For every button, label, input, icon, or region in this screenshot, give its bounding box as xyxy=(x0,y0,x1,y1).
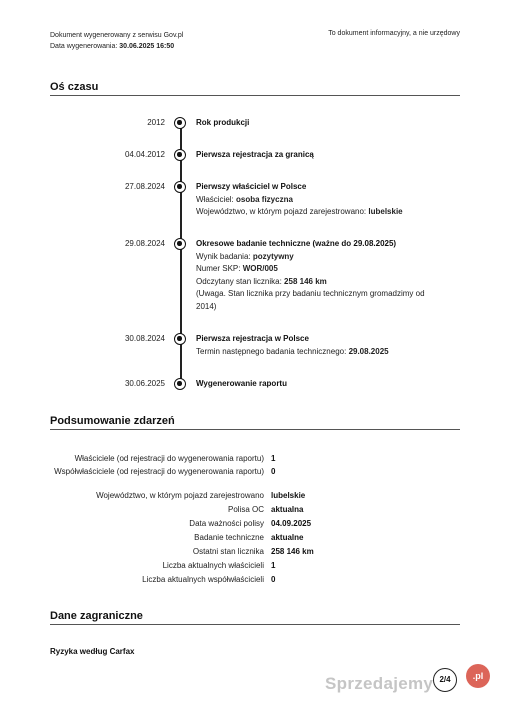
timeline-date: 04.04.2012 xyxy=(124,150,165,159)
timeline-event-title: Wygenerowanie raportu xyxy=(196,379,287,388)
detail-label: Właściciel: xyxy=(196,194,237,204)
timeline-dot-icon xyxy=(174,117,186,129)
detail-value: pozytywny xyxy=(252,251,294,261)
summary-title: Podsumowanie zdarzeń xyxy=(50,415,175,427)
detail-label: Odczytany stan licznika: xyxy=(196,276,285,286)
summary-label: Liczba aktualnych współwłaścicieli xyxy=(142,575,264,584)
summary-label: Badanie techniczne xyxy=(194,533,264,542)
watermark-badge: .pl xyxy=(466,664,490,688)
disclaimer-text: To dokument informacyjny, a nie urzędowy xyxy=(328,30,460,37)
summary-value: 04.09.2025 xyxy=(271,519,312,528)
timeline-date: 27.08.2024 xyxy=(124,182,165,191)
detail-value: 258 146 km xyxy=(284,276,327,286)
detail-label: Wynik badania: xyxy=(196,251,253,261)
summary-value: 0 xyxy=(271,575,276,584)
timeline-dot-icon xyxy=(174,333,186,345)
detail-value: 29.08.2025 xyxy=(348,346,389,356)
summary-value: 0 xyxy=(271,467,276,476)
page-number: 2/4 xyxy=(433,668,457,692)
generated-by-text: Dokument wygenerowany z serwisu Gov.pl xyxy=(50,32,184,39)
summary-value: lubelskie xyxy=(271,491,306,500)
timeline-event-detail xyxy=(196,346,446,359)
detail-label: Numer SKP: xyxy=(196,264,243,273)
summary-label: Współwłaściciele (od rejestracji do wygenerowania raportu) xyxy=(54,467,264,476)
timeline-event-detail xyxy=(196,251,446,264)
watermark-text: Sprzedajemy xyxy=(325,674,434,693)
timeline-event-detail xyxy=(196,206,446,219)
summary-label: Liczba aktualnych właścicieli xyxy=(162,561,264,570)
timeline-event-title: Okresowe badanie techniczne (ważne do 29.08.2025) xyxy=(196,239,397,248)
timeline-event-detail xyxy=(196,276,446,289)
document-header-left xyxy=(50,30,183,52)
detail-label: Termin następnego badania technicznego: xyxy=(196,346,349,356)
timeline-date: 30.08.2024 xyxy=(124,334,165,343)
timeline-event xyxy=(196,117,446,130)
timeline-dot-icon xyxy=(174,149,186,161)
foreign-title: Dane zagraniczne xyxy=(50,610,143,622)
detail-value: lubelskie xyxy=(368,207,403,216)
summary-value: 1 xyxy=(271,561,276,570)
summary-value: 1 xyxy=(271,454,276,463)
summary-label: Ostatni stan licznika xyxy=(192,547,264,556)
timeline-date: 2012 xyxy=(147,118,165,127)
detail-value: WOR/005 xyxy=(242,264,278,273)
timeline-dot-icon xyxy=(174,238,186,250)
timeline-event xyxy=(196,181,446,219)
timeline-date: 30.06.2025 xyxy=(124,379,165,388)
timeline-event-detail xyxy=(196,194,446,207)
summary-label: Właściciele (od rejestracji do wygenerowania raportu) xyxy=(74,454,264,463)
carfax-risk-label: Ryzyka według Carfax xyxy=(50,647,135,656)
timeline-dot-icon xyxy=(174,181,186,193)
timeline-event-title: Pierwsza rejestracja za granicą xyxy=(196,150,314,159)
summary-value: aktualna xyxy=(271,505,304,514)
timeline-event xyxy=(196,149,446,162)
timeline-event xyxy=(196,333,446,358)
timeline-date: 29.08.2024 xyxy=(124,239,165,248)
timeline-title: Oś czasu xyxy=(50,81,99,93)
timeline-event-title: Pierwsza rejestracja w Polsce xyxy=(196,334,309,343)
timeline-event-detail xyxy=(196,288,446,313)
summary-value: aktualne xyxy=(271,533,304,542)
generated-date-line xyxy=(50,41,183,52)
timeline-event-title: Pierwszy właściciel w Polsce xyxy=(196,182,307,191)
detail-label: Województwo, w którym pojazd zarejestrowano: xyxy=(196,207,369,216)
generated-date-label: Data wygenerowania: xyxy=(50,43,118,50)
summary-divider xyxy=(50,429,460,430)
timeline-dot-icon xyxy=(174,378,186,390)
detail-value: osoba fizyczna xyxy=(236,194,293,204)
foreign-divider xyxy=(50,624,460,625)
timeline-event xyxy=(196,378,446,391)
timeline-divider xyxy=(50,95,460,96)
detail-label: (Uwaga. Stan licznika przy badaniu technicznym gromadzimy od 2014) xyxy=(196,289,425,311)
timeline-event-detail xyxy=(196,263,446,276)
timeline-event-title: Rok produkcji xyxy=(196,118,250,127)
summary-value: 258 146 km xyxy=(271,547,314,556)
summary-label: Województwo, w którym pojazd zarejestrowano xyxy=(96,491,264,500)
timeline-event xyxy=(196,238,446,313)
generated-date-value: 30.06.2025 16:50 xyxy=(119,43,175,50)
summary-label: Data ważności polisy xyxy=(189,519,264,528)
summary-label: Polisa OC xyxy=(227,505,264,514)
